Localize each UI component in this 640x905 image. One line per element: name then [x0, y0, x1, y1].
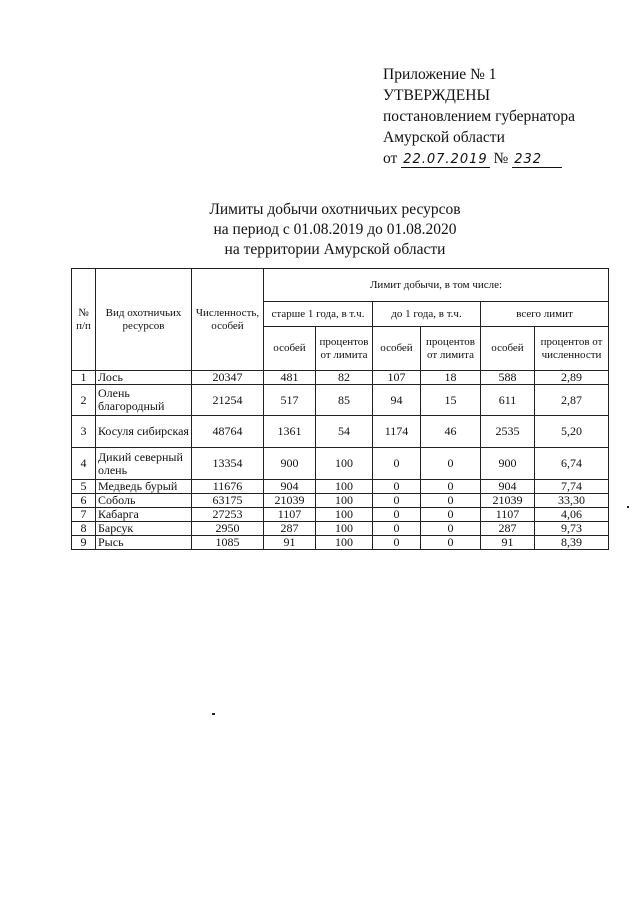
header-population: Численность, особей — [192, 269, 264, 371]
header-older: старше 1 года, в т.ч. — [264, 302, 373, 327]
cell-total-individuals: 904 — [481, 480, 535, 494]
cell-number: 9 — [72, 536, 96, 550]
cell-total-individuals: 611 — [481, 385, 535, 416]
header-older-individuals: особей — [264, 327, 316, 371]
table-row — [72, 416, 609, 448]
cell-younger-percent: 0 — [421, 448, 481, 480]
cell-population: 13354 — [192, 448, 264, 480]
scan-speck — [627, 506, 629, 508]
cell-number: 8 — [72, 522, 96, 536]
cell-younger-percent: 18 — [421, 371, 481, 385]
cell-total-individuals: 900 — [481, 448, 535, 480]
cell-older-percent: 100 — [316, 522, 373, 536]
cell-total-percent: 6,74 — [535, 448, 609, 480]
cell-older-individuals: 904 — [264, 480, 316, 494]
cell-older-percent: 100 — [316, 536, 373, 550]
cell-younger-percent: 0 — [421, 522, 481, 536]
cell-total-percent: 7,74 — [535, 480, 609, 494]
cell-number: 6 — [72, 494, 96, 508]
cell-population: 1085 — [192, 536, 264, 550]
cell-total-percent: 2,89 — [535, 371, 609, 385]
table-row — [72, 508, 609, 522]
table-row — [72, 448, 609, 480]
cell-older-individuals: 1107 — [264, 508, 316, 522]
cell-younger-percent: 0 — [421, 480, 481, 494]
cell-younger-percent: 46 — [421, 416, 481, 448]
region-label: Амурской области — [383, 129, 505, 146]
cell-older-percent: 54 — [316, 416, 373, 448]
header-total-individuals: особей — [481, 327, 535, 371]
header-older-percent: процентов от лимита — [316, 327, 373, 371]
table-row — [72, 385, 609, 416]
decree-label: постановлением губернатора — [383, 108, 576, 125]
table-row — [72, 494, 609, 508]
cell-total-percent: 5,20 — [535, 416, 609, 448]
cell-species: Кабарга — [96, 508, 192, 522]
date-prefix: от — [383, 150, 398, 167]
cell-younger-percent: 0 — [421, 508, 481, 522]
cell-total-individuals: 21039 — [481, 494, 535, 508]
cell-number: 3 — [72, 416, 96, 448]
header-younger: до 1 года, в т.ч. — [373, 302, 481, 327]
title-line-1: Лимиты добычи охотничьих ресурсов — [209, 201, 461, 218]
cell-older-individuals: 517 — [264, 385, 316, 416]
cell-species: Лось — [96, 371, 192, 385]
cell-younger-individuals: 94 — [373, 385, 421, 416]
table-row — [72, 536, 609, 550]
cell-older-percent: 100 — [316, 448, 373, 480]
cell-older-individuals: 481 — [264, 371, 316, 385]
cell-species: Барсук — [96, 522, 192, 536]
cell-species: Олень благородный — [96, 385, 192, 416]
cell-younger-percent: 15 — [421, 385, 481, 416]
cell-number: 1 — [72, 371, 96, 385]
decree-date-line — [383, 148, 575, 169]
cell-species: Соболь — [96, 494, 192, 508]
cell-older-percent: 100 — [316, 494, 373, 508]
cell-population: 21254 — [192, 385, 264, 416]
cell-older-percent: 85 — [316, 385, 373, 416]
cell-total-percent: 9,73 — [535, 522, 609, 536]
cell-older-individuals: 1361 — [264, 416, 316, 448]
header-younger-percent: процентов от лимита — [421, 327, 481, 371]
cell-number: 7 — [72, 508, 96, 522]
cell-younger-individuals: 107 — [373, 371, 421, 385]
header-species: Вид охотничьих ресурсов — [96, 269, 192, 371]
table-row — [72, 480, 609, 494]
document-title — [0, 200, 640, 260]
cell-older-percent: 100 — [316, 480, 373, 494]
number-prefix: № — [493, 150, 509, 167]
header-total-percent: процентов от численности — [535, 327, 609, 371]
cell-younger-individuals: 0 — [373, 480, 421, 494]
cell-number: 4 — [72, 448, 96, 480]
cell-species: Медведь бурый — [96, 480, 192, 494]
title-line-3: на территории Амурской области — [224, 241, 446, 258]
approved-label: УТВЕРЖДЕНЫ — [383, 87, 490, 104]
cell-number: 5 — [72, 480, 96, 494]
scan-speck — [212, 713, 215, 715]
header-younger-individuals: особей — [373, 327, 421, 371]
cell-species: Косуля сибирская — [96, 416, 192, 448]
header-number: № п/п — [72, 269, 96, 371]
cell-species: Дикий северный олень — [96, 448, 192, 480]
cell-number: 2 — [72, 385, 96, 416]
cell-species: Рысь — [96, 536, 192, 550]
cell-population: 63175 — [192, 494, 264, 508]
cell-total-individuals: 91 — [481, 536, 535, 550]
cell-younger-individuals: 0 — [373, 522, 421, 536]
title-line-2: на период с 01.08.2019 до 01.08.2020 — [213, 221, 457, 238]
cell-population: 20347 — [192, 371, 264, 385]
handwritten-number: 232 — [512, 153, 562, 168]
cell-younger-percent: 0 — [421, 494, 481, 508]
cell-younger-individuals: 0 — [373, 536, 421, 550]
cell-total-percent: 2,87 — [535, 385, 609, 416]
cell-total-percent: 4,06 — [535, 508, 609, 522]
cell-total-individuals: 588 — [481, 371, 535, 385]
cell-total-individuals: 1107 — [481, 508, 535, 522]
cell-total-percent: 8,39 — [535, 536, 609, 550]
cell-younger-percent: 0 — [421, 536, 481, 550]
table-row — [72, 371, 609, 385]
header-limit-group: Лимит добычи, в том числе: — [264, 269, 609, 302]
cell-older-percent: 100 — [316, 508, 373, 522]
cell-younger-individuals: 0 — [373, 494, 421, 508]
cell-total-individuals: 2535 — [481, 416, 535, 448]
handwritten-date: 22.07.2019 — [403, 152, 488, 167]
cell-population: 27253 — [192, 508, 264, 522]
cell-older-individuals: 287 — [264, 522, 316, 536]
cell-older-individuals: 900 — [264, 448, 316, 480]
cell-younger-individuals: 1174 — [373, 416, 421, 448]
limits-table — [71, 268, 609, 550]
cell-population: 48764 — [192, 416, 264, 448]
cell-younger-individuals: 0 — [373, 508, 421, 522]
approval-block — [383, 64, 575, 169]
cell-younger-individuals: 0 — [373, 448, 421, 480]
cell-total-individuals: 287 — [481, 522, 535, 536]
cell-older-individuals: 91 — [264, 536, 316, 550]
cell-population: 11676 — [192, 480, 264, 494]
header-total: всего лимит — [481, 302, 609, 327]
cell-population: 2950 — [192, 522, 264, 536]
table-row — [72, 522, 609, 536]
cell-older-individuals: 21039 — [264, 494, 316, 508]
cell-older-percent: 82 — [316, 371, 373, 385]
appendix-label: Приложение № 1 — [383, 66, 497, 83]
cell-total-percent: 33,30 — [535, 494, 609, 508]
